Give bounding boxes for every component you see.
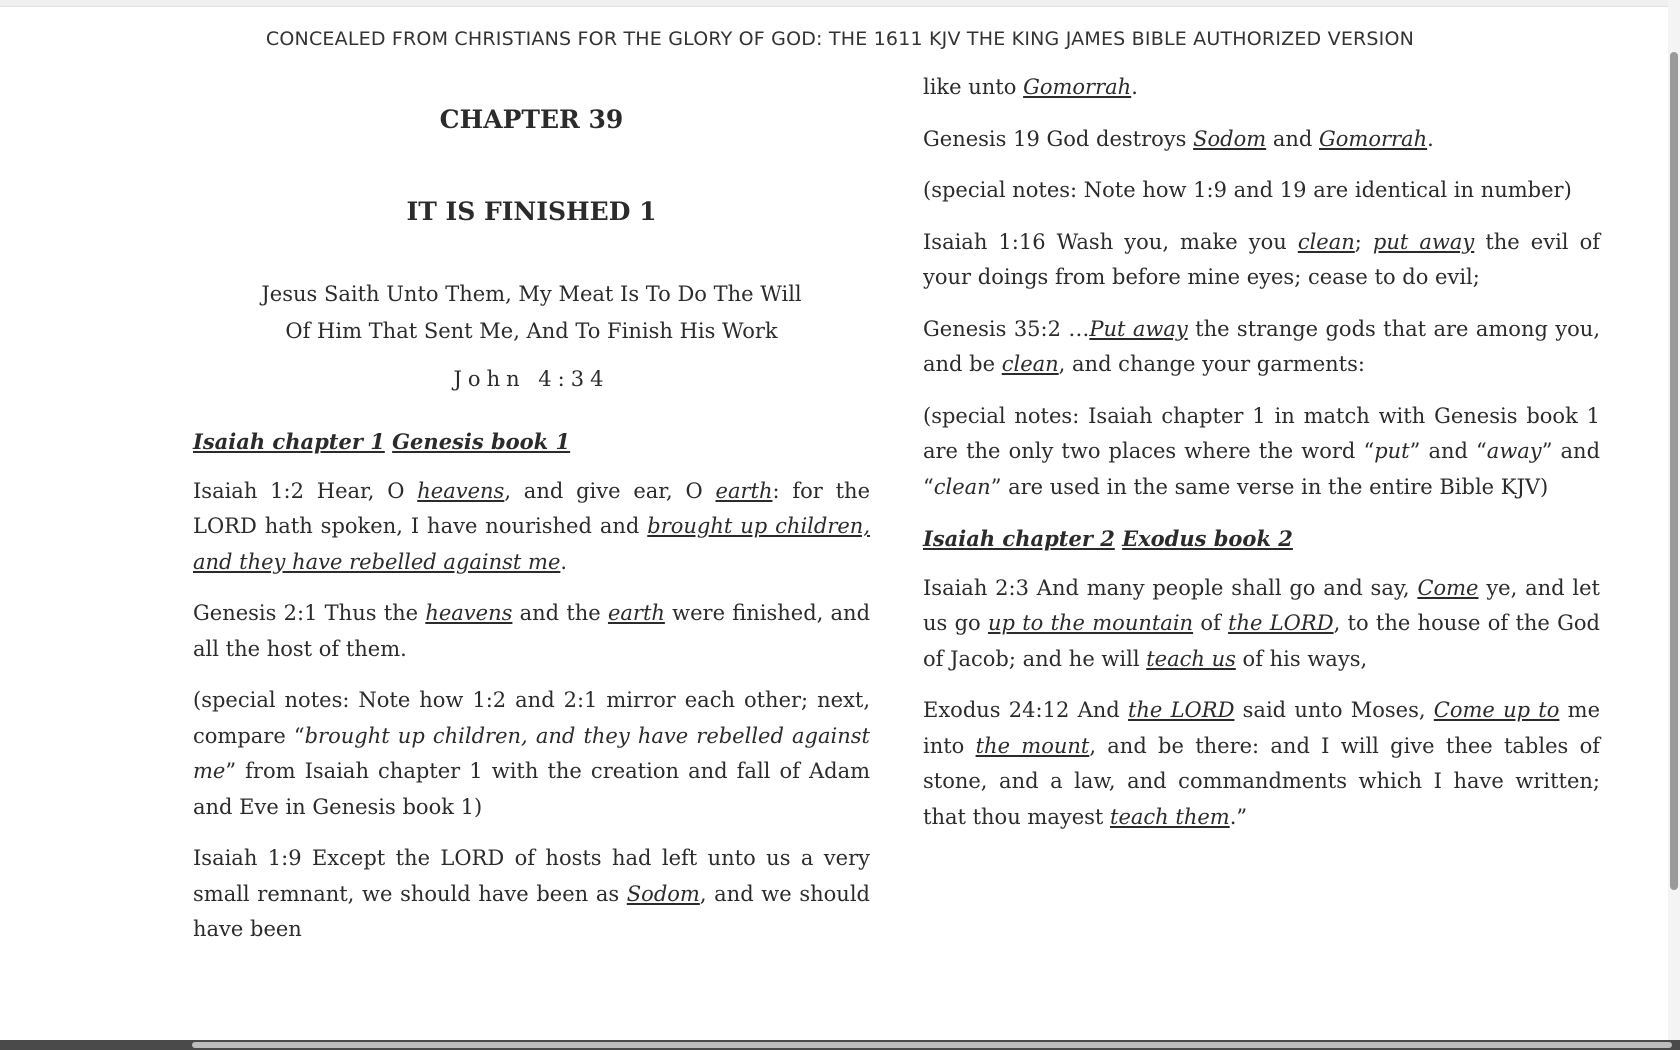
heading-link[interactable]: Genesis book 1 (392, 429, 571, 454)
emphasis: clean (1001, 352, 1059, 376)
epigraph-reference: John 4:34 (453, 367, 610, 391)
verse-paragraph: Genesis 35:2 …Put away the strange gods that are among you, and be clean, and change your garments: (923, 316, 1601, 376)
emphasis: clean (1297, 229, 1355, 254)
emphasis: Sodom (626, 881, 700, 906)
chapter-title: IT IS FINISHED 1 (406, 197, 657, 226)
emphasis: Sodom (1193, 126, 1267, 151)
top-toolbar-edge (0, 0, 1680, 7)
epigraph (193, 276, 870, 350)
emphasis: the mount (975, 733, 1090, 758)
emphasis: heavens (417, 478, 505, 503)
verse-paragraph: Isaiah 1:16 Wash you, make you clean; put away the evil of your doings from before mine eyes; cease to do evil; (923, 229, 1600, 289)
verse-paragraph: Isaiah 1:2 Hear, O heavens, and give ear, O earth: for the LORD hath spoken, I have nourished and brought up children, and they have rebelled against me. (193, 478, 870, 574)
running-header: CONCEALED FROM CHRISTIANS FOR THE GLORY OF GOD: THE 1611 KJV THE KING JAMES BIBLE AUTHORIZED VERSION (265, 28, 1415, 50)
chapter-number: CHAPTER 39 (439, 105, 624, 134)
emphasis: heavens (425, 601, 513, 625)
special-note: (special notes: Isaiah chapter 1 in match with Genesis book 1 are the only two places where the word “put” and “away” and “clean” are used in the same verse in the entire Bible KJV) (923, 403, 1601, 499)
horizontal-scroll-thumb[interactable] (192, 1042, 1672, 1048)
verse-paragraph: Genesis 2:1 Thus the heavens and the earth were finished, and all the host of them. (193, 601, 871, 661)
emphasis: Come up to (1433, 698, 1560, 722)
epigraph-line: Of Him That Sent Me, And To Finish His Work (285, 319, 778, 343)
verse-paragraph: Genesis 19 God destroys Sodom and Gomorrah. (923, 126, 1434, 151)
vertical-scrollbar[interactable] (1668, 0, 1680, 1050)
section-heading (923, 521, 1600, 557)
quoted-phrase: brought up children, and they have rebelled against me (193, 723, 870, 783)
emphasis: up to the mountain (987, 611, 1194, 635)
verse-paragraph: Exodus 24:12 And the LORD said unto Moses, Come up to me into the mount, and be there: and I will give thee tables of stone, and a law, and commandments which I have written; that thou mayest teach them.” (923, 698, 1600, 829)
epigraph-line: Jesus Saith Unto Them, My Meat Is To Do The Will (261, 282, 802, 306)
emphasis: teach them (1110, 804, 1230, 829)
emphasis: Gomorrah (1319, 126, 1428, 151)
left-column (193, 70, 870, 964)
verse-paragraph: Isaiah 1:9 Except the LORD of hosts had left unto us a very small remnant, we should have been as Sodom, and we should have been (193, 846, 870, 941)
emphasis: Come (1417, 575, 1479, 600)
heading-link[interactable]: Isaiah chapter 1 (193, 429, 385, 454)
emphasis: Gomorrah (1023, 75, 1132, 99)
right-column (923, 70, 1600, 851)
emphasis: brought up children, and they have rebelled against me (193, 514, 870, 574)
heading-link[interactable]: Exodus book 2 (1122, 526, 1293, 551)
emphasis: put away (1372, 229, 1475, 254)
vertical-scroll-thumb[interactable] (1670, 52, 1678, 890)
heading-link[interactable]: Isaiah chapter 2 (923, 526, 1115, 551)
emphasis: earth (607, 601, 665, 625)
verse-paragraph: like unto Gomorrah. (923, 75, 1138, 99)
emphasis: teach us (1146, 646, 1236, 671)
special-note: (special notes: Note how 1:9 and 19 are identical in number) (923, 178, 1572, 202)
horizontal-scrollbar[interactable] (0, 1040, 1680, 1050)
special-note: (special notes: Note how 1:2 and 2:1 mirror each other; next, compare “brought up children, and they have rebelled against me” from Isaiah chapter 1 with the creation and fall of Adam and Eve in Genesis book 1) (193, 688, 870, 819)
verse-paragraph: Isaiah 2:3 And many people shall go and say, Come ye, and let us go up to the mountain of the LORD, to the house of the God of Jacob; and he will teach us of his ways, (923, 575, 1600, 671)
quoted-word: put (1374, 439, 1410, 463)
quoted-word: clean (933, 474, 991, 499)
quoted-word: away (1486, 439, 1542, 463)
emphasis: Put away (1089, 316, 1188, 341)
emphasis: the LORD (1228, 611, 1334, 635)
emphasis: the LORD (1127, 698, 1235, 722)
emphasis: earth (715, 478, 773, 503)
section-heading (193, 424, 870, 460)
